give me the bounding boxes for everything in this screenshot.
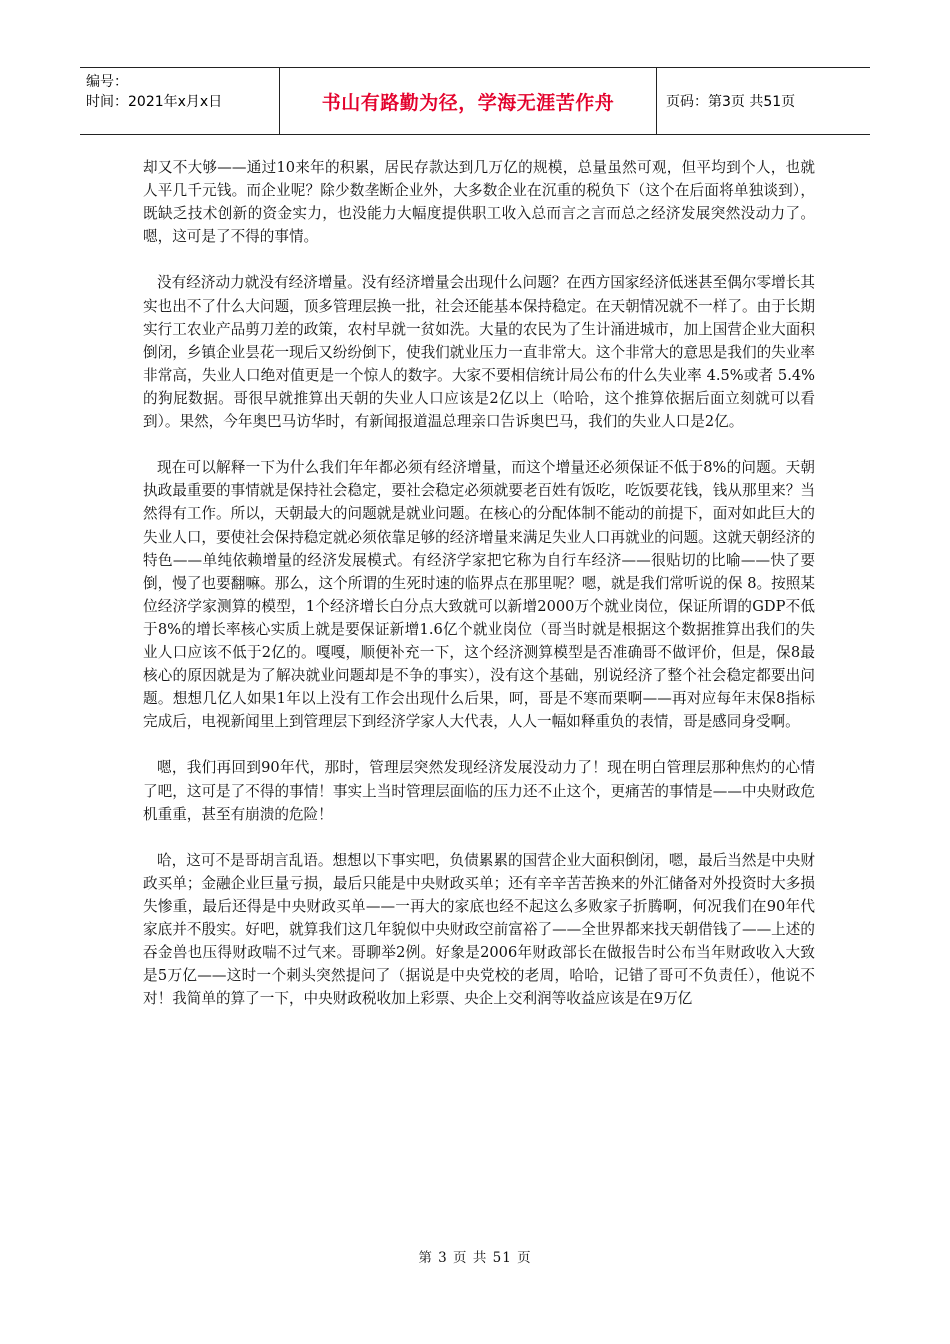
motto-cell [280,68,657,134]
paragraph: 哈，这可不是哥胡言乱语。想想以下事实吧，负债累累的国营企业大面积倒闭，嗯，最后当然是中央财政买单；金融企业巨量亏损，最后只能是中央财政买单；还有辛辛苦苦换来的外汇储备对外投资时大多损失惨重，最后还得是中央财政买单——一再大的家底也经不起这么多败家子折腾啊，何况我们在90年代家底并不殷实。好吧，就算我们这几年貌似中央财政空前富裕了——全世界都来找天朝借钱了——上述的吞金兽也压得财政喘不过气来。哥聊举2例。好象是2006年财政部长在做报告时公布当年财政收入大致是5万亿——这时一个刺头突然提问了（据说是中央党校的老周，哈哈，记错了哥可不负责任），他说不对！我简单的算了一下，中央财政税收加上彩票、央企上交利润等收益应该是在9万亿 [143,851,815,1008]
number-label: 编号： [86,74,128,90]
footer-page-number: 第 3 页 共 51 页 [418,1250,532,1266]
header-table [80,67,870,135]
header-meta-cell [80,68,280,134]
date-label: 时间：2021年x月x日 [86,94,223,110]
paragraph: 嗯，我们再回到90年代，那时，管理层突然发现经济发展没动力了！现在明白管理层那种焦灼的心情了吧，这可是了不得的事情！事实上当时管理层面临的压力还不止这个，更痛苦的事情是——中央财政危机重重，甚至有崩溃的危险！ [143,759,815,823]
page-info-text: 页码：第3页 共51页 [666,94,796,110]
motto-text: 书山有路勤为径，学海无涯苦作舟 [321,91,615,114]
paragraph: 却又不大够——通过10来年的积累，居民存款达到几万亿的规模，总量虽然可观，但平均到个人，也就人平几千元钱。而企业呢？除少数垄断企业外，大多数企业在沉重的税负下（这个在后面将单独谈到），既缺乏技术创新的资金实力，也没能力大幅度提供职工收入总而言之言而总之经济发展突然没动力了。嗯，这可是了不得的事情。 [143,159,815,246]
document-body [143,156,815,1034]
page-info-cell [657,68,870,134]
paragraph: 没有经济动力就没有经济增量。没有经济增量会出现什么问题？在西方国家经济低迷甚至偶尔零增长其实也出不了什么大问题，顶多管理层换一批，社会还能基本保持稳定。在天朝情况就不一样了。由于长期实行工农业产品剪刀差的政策，农村早就一贫如洗。大量的农民为了生计涌进城市，加上国营企业大面积倒闭，乡镇企业昙花一现后又纷纷倒下，使我们就业压力一直非常大。这个非常大的意思是我们的失业率非常高，失业人口绝对值更是一个惊人的数字。大家不要相信统计局公布的什么失业率 4.5%或者 5.4%的狗屁数据。哥很早就推算出天朝的失业人口应该是2亿以上（哈哈，这个推算依据后面立刻就可以看到）。果然，今年奥巴马访华时，有新闻报道温总理亲口告诉奥巴马，我们的失业人口是2亿。 [143,274,815,431]
page-footer [0,1246,950,1266]
paragraph: 现在可以解释一下为什么我们年年都必须有经济增量，而这个增量还必须保证不低于8%的问题。天朝执政最重要的事情就是保持社会稳定，要社会稳定必须就要老百姓有饭吃，吃饭要花钱，钱从那里来？当然得有工作。所以，天朝最大的问题就是就业问题。在核心的分配体制不能动的前提下，面对如此巨大的失业人口，要使社会保持稳定就必须依靠足够的经济增量来满足失业人口再就业的问题。这就天朝经济的特色——单纯依赖增量的经济发展模式。有经济学家把它称为自行车经济——很贴切的比喻——快了要倒，慢了也要翻嘛。那么，这个所谓的生死时速的临界点在那里呢？嗯，就是我们常听说的保 8。按照某位经济学家测算的模型，1个经济增长白分点大致就可以新增2000万个就业岗位，保证所谓的GDP不低于8%的增长率核心实质上就是要保证新增1.6亿个就业岗位（哥当时就是根据这个数据推算出我们的失业人口应该不低于2亿的。嘎嘎，顺便补充一下，这个经济测算模型是否准确哥不做评价，但是，保8最核心的原因就是为了解决就业问题却是不争的事实），没有这个基础，别说经济了整个社会稳定都要出问题。想想几亿人如果1年以上没有工作会出现什么后果，呵，哥是不寒而栗啊——再对应每年末保8指标完成后，电视新闻里上到管理层下到经济学家人大代表，人人一幅如释重负的表情，哥是感同身受啊。 [143,459,815,731]
